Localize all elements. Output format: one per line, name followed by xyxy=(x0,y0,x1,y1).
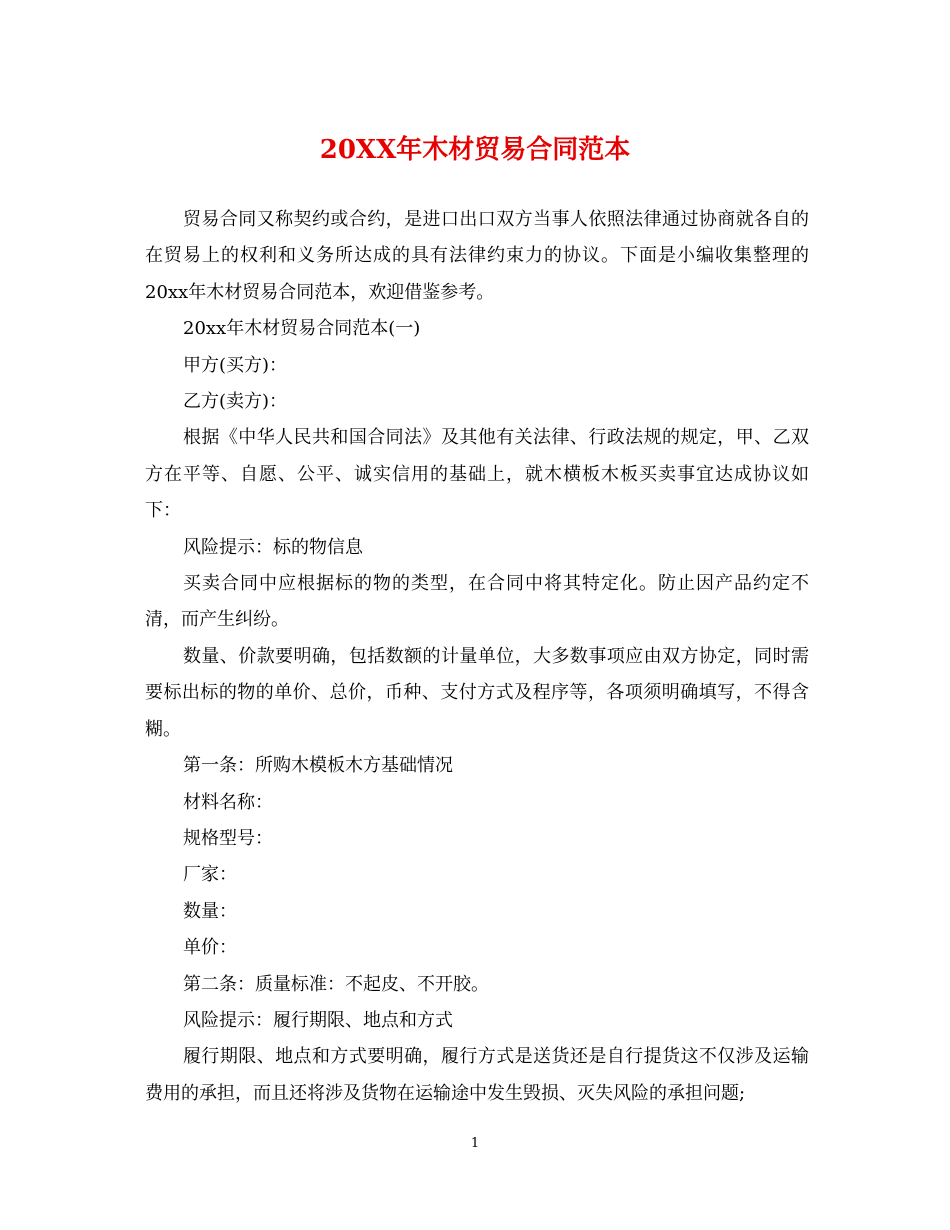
paragraph: 厂家： xyxy=(183,864,237,886)
paragraph: 规格型号： xyxy=(183,827,273,849)
page-number: 1 xyxy=(470,1136,480,1151)
document-title: 20XX年木材贸易合同范本 xyxy=(319,135,631,165)
paragraph: 履行期限、地点和方式要明确，履行方式是送货还是自行提货这不仅涉及运输费用的承担，而且还将涉及货物在运输途中发生毁损、灭失风险的承担问题; xyxy=(145,1046,809,1104)
paragraph: 数量： xyxy=(183,900,237,922)
paragraph: 数量、价款要明确，包括数额的计量单位，大多数事项应由双方协定，同时需要标出标的物的单价、总价，币种、支付方式及程序等，各项须明确填写，不得含糊。 xyxy=(145,645,809,740)
paragraph: 单价： xyxy=(183,937,237,959)
paragraph: 贸易合同又称契约或合约，是进口出口双方当事人依照法律通过协商就各自的在贸易上的权利和义务所达成的具有法律约束力的协议。下面是小编收集整理的20xx年木材贸易合同范本，欢迎借鉴参考。 xyxy=(145,209,809,303)
paragraph: 第一条：所购木模板木方基础情况 xyxy=(183,755,453,777)
paragraph: 买卖合同中应根据标的物的类型，在合同中将其特定化。防止因产品约定不清，而产生纠纷。 xyxy=(145,573,809,631)
paragraph: 根据《中华人民共和国合同法》及其他有关法律、行政法规的规定，甲、乙双方在平等、自愿、公平、诚实信用的基础上，就木横板木板买卖事宜达成协议如下： xyxy=(145,427,809,522)
paragraph: 20xx年木材贸易合同范本(一) xyxy=(183,318,421,340)
paragraph: 风险提示：标的物信息 xyxy=(183,536,363,558)
paragraph: 甲方(买方)： xyxy=(183,354,288,376)
document-body xyxy=(145,202,809,1112)
paragraph: 乙方(卖方)： xyxy=(183,391,288,413)
paragraph: 第二条：质量标准：不起皮、不开胶。 xyxy=(183,973,489,995)
paragraph: 风险提示：履行期限、地点和方式 xyxy=(183,1009,453,1031)
paragraph: 材料名称： xyxy=(183,791,273,813)
